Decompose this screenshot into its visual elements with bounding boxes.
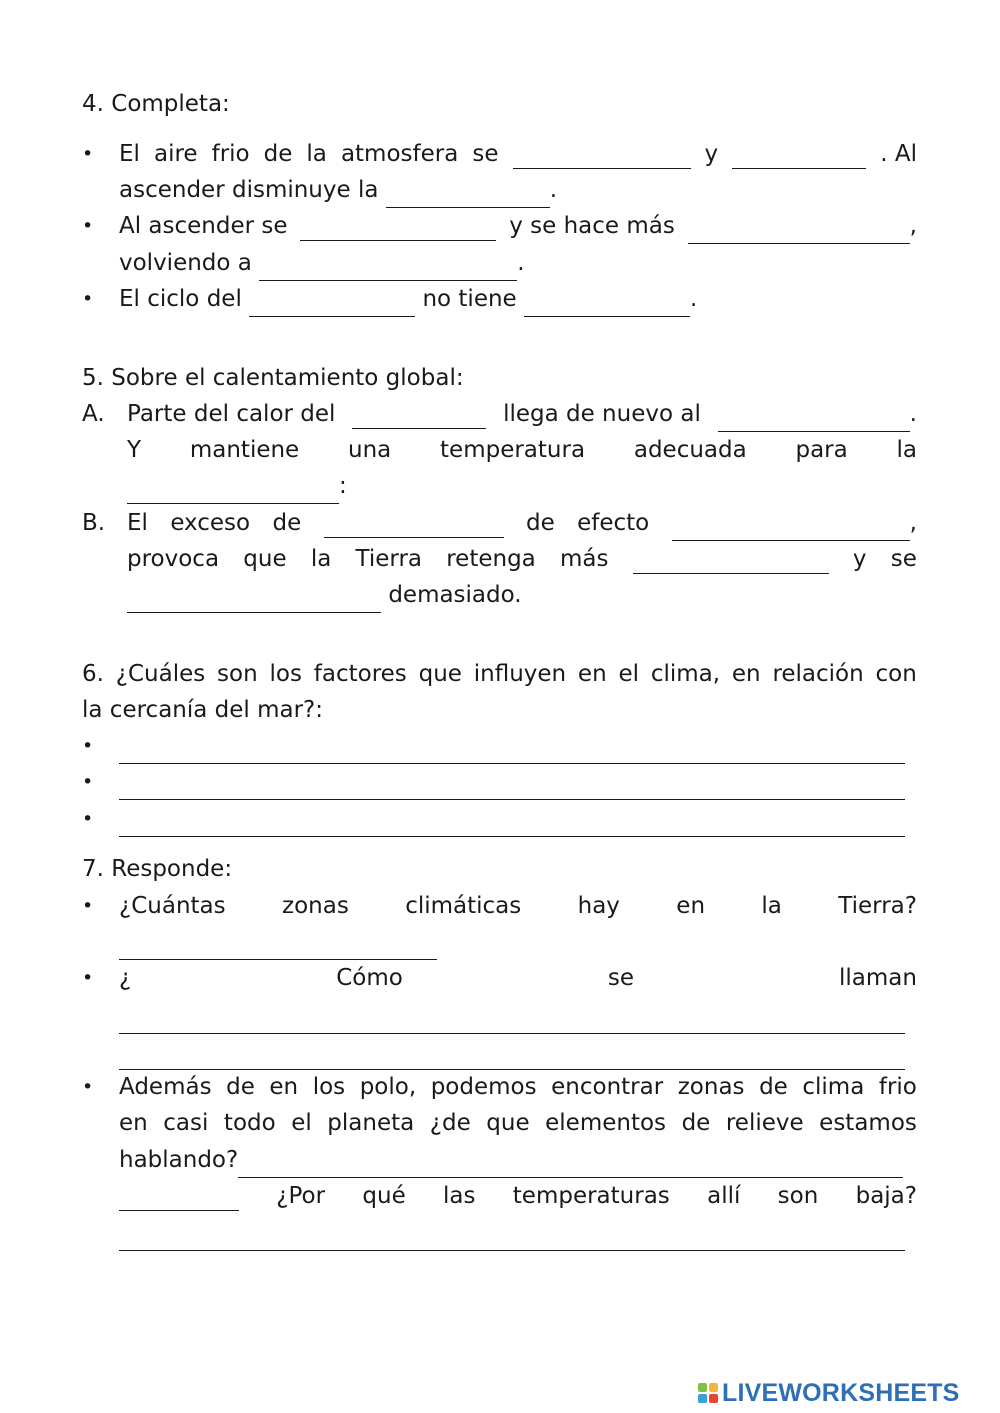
blank-input[interactable] bbox=[127, 583, 381, 613]
q4-b2-line2: volviendo a . bbox=[119, 245, 525, 281]
q7-b1-line1: ¿Cuántas zonas climáticas hay en la Tierra? bbox=[119, 893, 917, 919]
q7-b2-line3 bbox=[119, 1034, 905, 1070]
blank-input[interactable] bbox=[513, 139, 691, 169]
answer-input[interactable] bbox=[119, 807, 905, 837]
blank-input[interactable] bbox=[688, 214, 910, 244]
blank-input[interactable] bbox=[127, 474, 339, 504]
bullet: • bbox=[82, 967, 94, 989]
q7-b2-line2 bbox=[119, 998, 905, 1034]
logo-text: LIVEWORKSHEETS bbox=[722, 1378, 960, 1407]
q6-line2: la cercanía del mar?: bbox=[82, 697, 324, 723]
q6-answer-3 bbox=[119, 801, 905, 837]
answer-input[interactable] bbox=[119, 1040, 905, 1070]
answer-input[interactable] bbox=[119, 930, 437, 960]
bullet: • bbox=[82, 1076, 94, 1098]
bullet: • bbox=[82, 895, 94, 917]
bullet: • bbox=[82, 143, 94, 165]
q7-b1-line2 bbox=[119, 924, 437, 960]
q7-title: 7. Responde: bbox=[82, 856, 233, 882]
q4-b3-line1: El ciclo del no tiene . bbox=[119, 281, 697, 317]
answer-input[interactable] bbox=[119, 1221, 905, 1251]
q6-answer-1 bbox=[119, 728, 905, 764]
answer-input[interactable] bbox=[119, 734, 905, 764]
logo-squares-icon bbox=[698, 1383, 718, 1403]
blank-input[interactable] bbox=[300, 211, 496, 241]
blank-input[interactable] bbox=[633, 544, 829, 574]
bullet: • bbox=[82, 288, 94, 310]
q7-b3-line4: ¿Por qué las temperaturas allí son baja? bbox=[119, 1178, 917, 1214]
q6-line1: 6. ¿Cuáles son los factores que influyen en el clima, en relación con bbox=[82, 661, 917, 687]
q5-b-line2: provoca que la Tierra retenga más y se bbox=[127, 546, 917, 572]
answer-input[interactable] bbox=[238, 1148, 903, 1178]
q7-b3-line5 bbox=[119, 1215, 905, 1251]
q4-b2-line1: Al ascender se y se hace más , bbox=[119, 208, 917, 244]
q6-answer-2 bbox=[119, 764, 905, 800]
q5-title: 5. Sobre el calentamiento global: bbox=[82, 365, 464, 391]
blank-input[interactable] bbox=[259, 251, 517, 281]
answer-input[interactable] bbox=[119, 770, 905, 800]
q5-label-a: A. bbox=[82, 401, 105, 427]
answer-input[interactable] bbox=[119, 1181, 239, 1211]
q4-title: 4. Completa: bbox=[82, 91, 230, 117]
blank-input[interactable] bbox=[718, 402, 910, 432]
blank-input[interactable] bbox=[386, 178, 550, 208]
blank-input[interactable] bbox=[672, 511, 910, 541]
bullet: • bbox=[82, 215, 94, 237]
liveworksheets-logo bbox=[698, 1376, 960, 1410]
q5-label-b: B. bbox=[82, 510, 106, 536]
bullet: • bbox=[82, 735, 94, 757]
bullet: • bbox=[82, 808, 94, 830]
answer-input[interactable] bbox=[119, 1004, 905, 1034]
q7-b3-line2: en casi todo el planeta ¿de que elementos de relieve estamos bbox=[119, 1110, 917, 1136]
blank-input[interactable] bbox=[352, 399, 486, 429]
q7-b3-line1: Además de en los polo, podemos encontrar zonas de clima frio bbox=[119, 1074, 917, 1100]
q4-b1-line1: El aire frio de la atmosfera se y . Al bbox=[119, 141, 917, 167]
blank-input[interactable] bbox=[324, 508, 504, 538]
q5-b-line1: El exceso de de efecto , bbox=[127, 505, 917, 541]
blank-input[interactable] bbox=[249, 287, 415, 317]
q5-a-line3: : bbox=[127, 468, 347, 504]
q7-b3-line3: hablando? bbox=[119, 1142, 903, 1178]
q5-a-line2: Y mantiene una temperatura adecuada para la bbox=[127, 437, 917, 463]
q5-b-line3: demasiado. bbox=[127, 577, 522, 613]
blank-input[interactable] bbox=[524, 287, 690, 317]
q4-b1-line2: ascender disminuye la . bbox=[119, 172, 557, 208]
blank-input[interactable] bbox=[732, 139, 866, 169]
bullet: • bbox=[82, 771, 94, 793]
q5-a-line1: Parte del calor del llega de nuevo al . bbox=[127, 396, 917, 432]
q7-b2-line1: ¿ Cómo se llaman bbox=[119, 965, 917, 991]
